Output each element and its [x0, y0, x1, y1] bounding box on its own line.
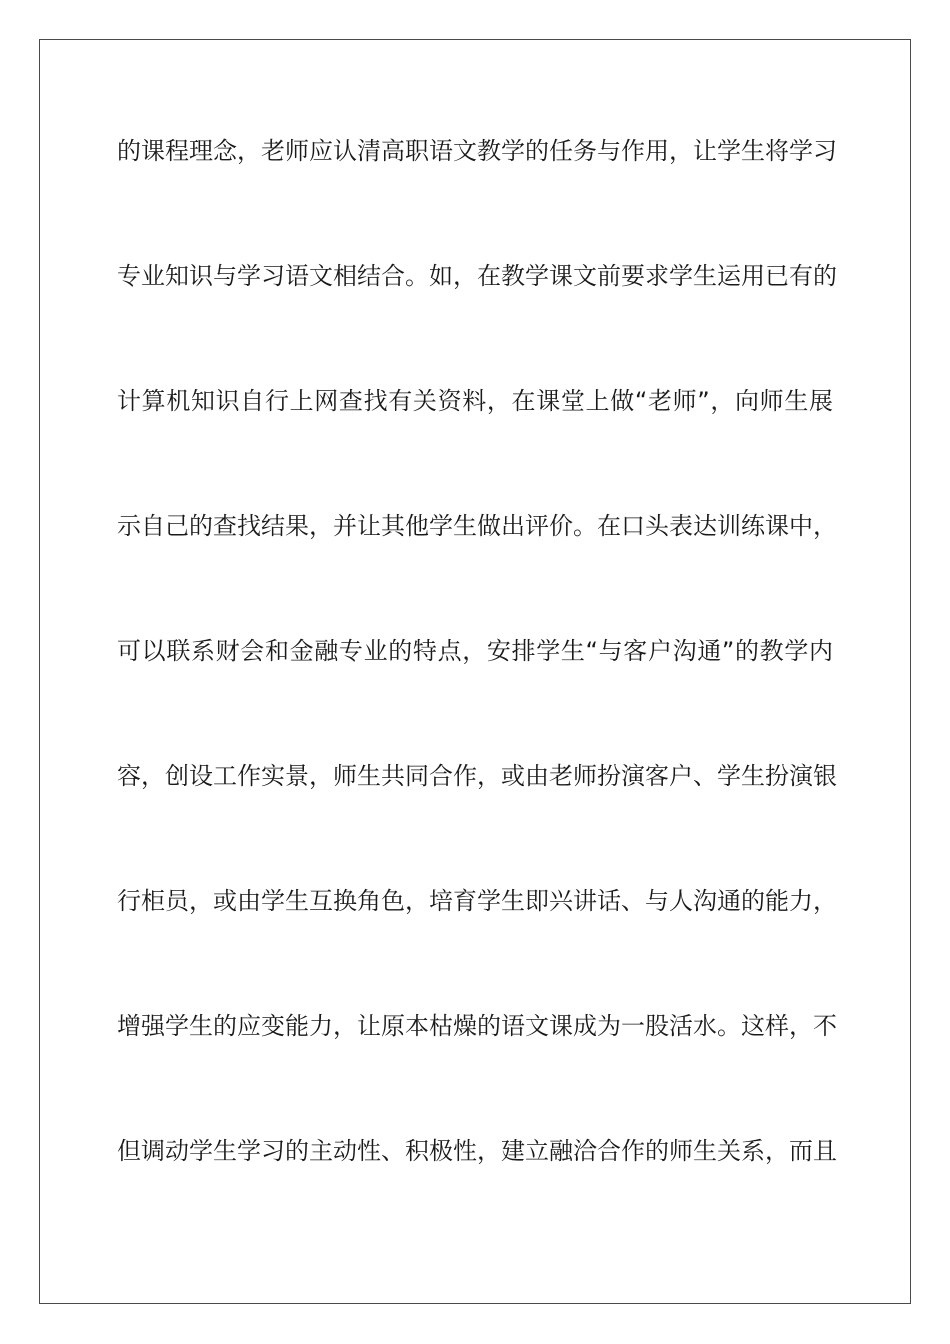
- paragraph-line: 可以联系财会和金融专业的特点，安排学生“与客户沟通”的教学内: [117, 637, 833, 665]
- paragraph-line: 容，创设工作实景，师生共同合作，或由老师扮演客户、学生扮演银: [117, 762, 837, 790]
- paragraph-line: 的课程理念，老师应认清高职语文教学的任务与作用，让学生将学习: [117, 137, 837, 165]
- paragraph-line: 示自己的查找结果，并让其他学生做出评价。在口头表达训练课中，: [117, 512, 837, 540]
- paragraph-line: 行柜员，或由学生互换角色，培育学生即兴讲话、与人沟通的能力，: [117, 887, 837, 915]
- paragraph-line: 但调动学生学习的主动性、积极性，建立融洽合作的师生关系，而且: [117, 1137, 837, 1165]
- paragraph-line: 增强学生的应变能力，让原本枯燥的语文课成为一股活水。这样，不: [117, 1012, 837, 1040]
- paragraph-line: 专业知识与学习语文相结合。如，在教学课文前要求学生运用已有的: [117, 262, 837, 290]
- page-border: [39, 39, 911, 1304]
- paragraph-line: 计算机知识自行上网查找有关资料，在课堂上做“老师”，向师生展: [117, 387, 833, 415]
